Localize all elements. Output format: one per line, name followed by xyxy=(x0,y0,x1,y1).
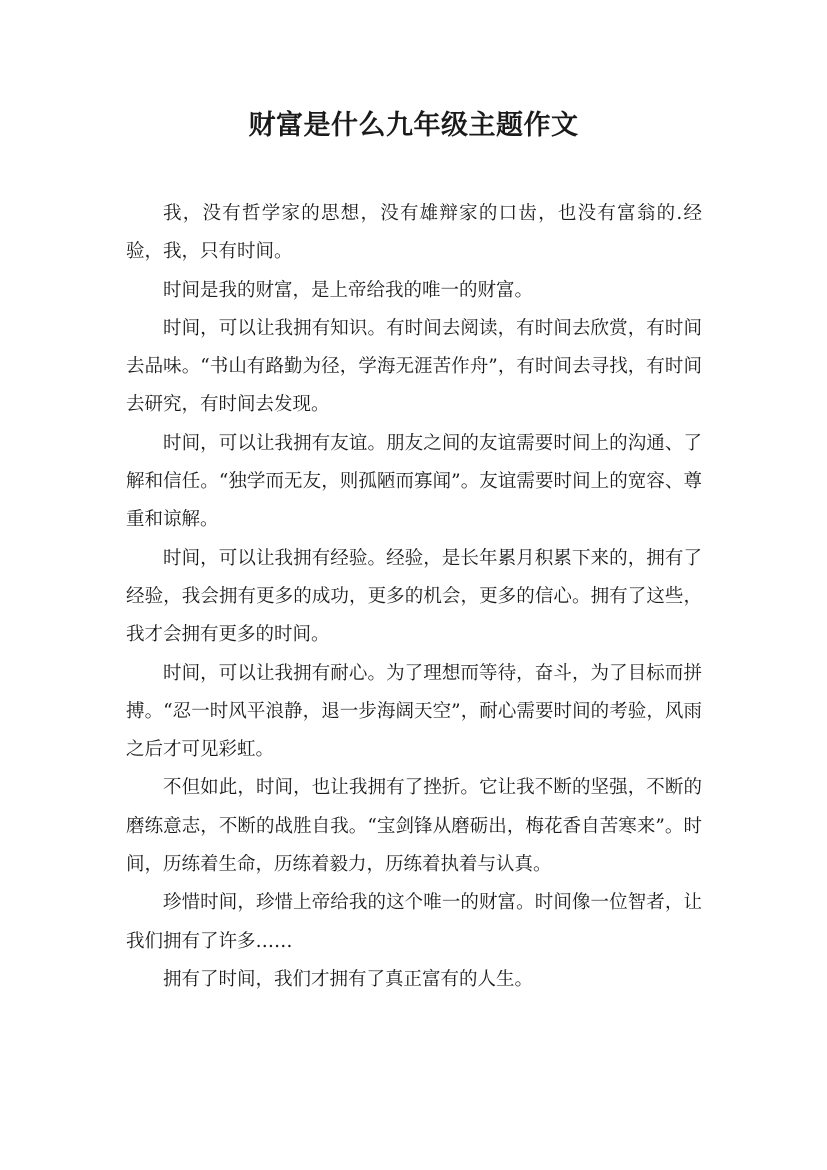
paragraph-5: 时间，可以让我拥有经验。经验，是长年累月积累下来的，拥有了经验，我会拥有更多的成功，更多的机会，更多的信心。拥有了这些，我才会拥有更多的时间。 xyxy=(126,547,702,646)
paragraph-4: 时间，可以让我拥有友谊。朋友之间的友谊需要时间上的沟通、了解和信任。“独学而无友，则孤陋而寡闻”。友谊需要时间上的宽容、尊重和谅解。 xyxy=(126,432,702,531)
paragraph-1: 我，没有哲学家的思想，没有雄辩家的口齿，也没有富翁的.经验，我，只有时间。 xyxy=(126,203,702,263)
paragraph-8: 珍惜时间，珍惜上帝给我的这个唯一的财富。时间像一位智者，让我们拥有了许多…… xyxy=(126,892,702,952)
document-title: 财富是什么九年级主题作文 xyxy=(248,110,579,141)
paragraph-7: 不但如此，时间，也让我拥有了挫折。它让我不断的坚强，不断的磨练意志，不断的战胜自我。“宝剑锋从磨砺出，梅花香自苦寒来”。时间，历练着生命，历练着毅力，历练着执着与认真。 xyxy=(126,777,702,876)
document-body xyxy=(126,195,702,999)
paragraph-3: 时间，可以让我拥有知识。有时间去阅读，有时间去欣赏，有时间去品味。“书山有路勤为径，学海无涯苦作舟”，有时间去寻找，有时间去研究，有时间去发现。 xyxy=(126,317,702,416)
paragraph-2: 时间是我的财富，是上帝给我的唯一的财富。 xyxy=(163,279,534,301)
paragraph-6: 时间，可以让我拥有耐心。为了理想而等待，奋斗，为了目标而拼搏。“忍一时风平浪静，退一步海阔天空”，耐心需要时间的考验，风雨之后才可见彩虹。 xyxy=(126,662,702,761)
paragraph-9: 拥有了时间，我们才拥有了真正富有的人生。 xyxy=(163,968,534,990)
